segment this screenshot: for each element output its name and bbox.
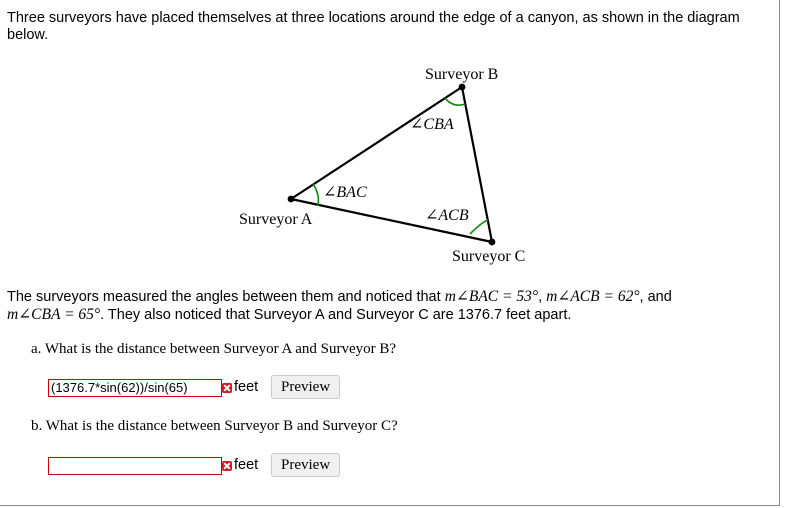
label-surveyor-a: Surveyor A — [239, 211, 313, 228]
preview-button-a[interactable]: Preview — [271, 375, 340, 399]
math-eq-bac: = 53° — [498, 288, 539, 305]
answer-input-b[interactable] — [48, 457, 222, 475]
label-angle-cba: ∠CBA — [410, 116, 454, 133]
angle-arc-c — [470, 220, 488, 234]
intro-text: Three surveyors have placed themselves at three locations around the edge of a canyon, as shown in the diagram below. — [7, 10, 740, 43]
math-m-cba: m∠CBA — [7, 306, 61, 323]
preview-button-b[interactable]: Preview — [271, 453, 340, 477]
math-eq-acb: = 62° — [599, 288, 640, 305]
angle-arc-a — [313, 184, 318, 206]
angle-arc-b — [445, 98, 465, 105]
measure-distance: . They also noticed that Surveyor A and Surveyor C are 1376.7 feet apart. — [100, 307, 572, 323]
point-c — [489, 239, 496, 246]
point-a — [288, 196, 295, 203]
label-surveyor-b: Surveyor B — [425, 66, 499, 83]
label-surveyor-c: Surveyor C — [452, 248, 526, 265]
answer-input-a[interactable] — [48, 379, 222, 397]
math-m-bac: m∠BAC — [444, 288, 499, 305]
label-angle-bac: ∠BAC — [323, 184, 367, 201]
incorrect-icon — [222, 461, 232, 471]
math-m-acb: m∠ACB — [546, 288, 600, 305]
unit-label-b: feet — [234, 457, 259, 473]
incorrect-icon — [222, 383, 232, 393]
unit-label-a: feet — [234, 379, 259, 395]
comma-2: , and — [639, 289, 672, 305]
point-b — [459, 84, 466, 91]
question-a: a. What is the distance between Surveyor A and Surveyor B? — [31, 341, 397, 357]
comma-1: , — [538, 289, 547, 305]
measurements-text — [7, 288, 767, 324]
measure-intro: The surveyors measured the angles between them and noticed that — [7, 289, 445, 305]
math-eq-cba: = 65° — [60, 306, 101, 323]
question-b: b. What is the distance between Surveyor B and Surveyor C? — [31, 418, 398, 434]
label-angle-acb: ∠ACB — [425, 207, 469, 224]
